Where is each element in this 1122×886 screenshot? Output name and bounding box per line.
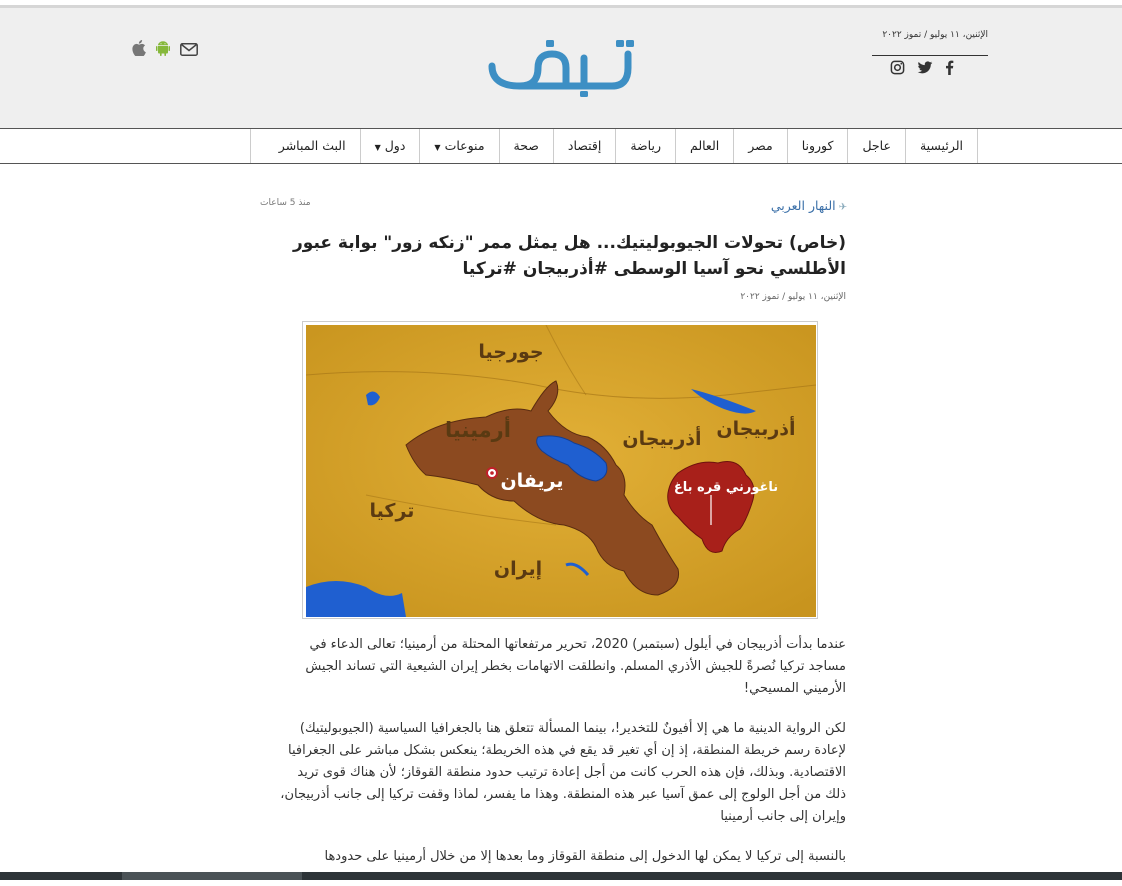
article-paragraph: لكن الرواية الدينية ما هي إلا أفيونٌ للتخدير!، بينما المسألة تتعلق هنا بالجغرافيا السياسية (الجيوبوليتيك) لإعادة رسم خريطة المنطقة، إذ إن أي تغير قد يقع في هذه الخريطة؛ ينعكس بشكل مباشر على الجغرافيا الاقتصادية. وبذلك، فإن هذه الحرب كانت من أجل إعادة ترتيب حدود منطقة القوقاز؛ لأن هناك قوى تريد ذلك من أجل الولوج إلى عمق آسيا عبر هذه المنطقة. وهذا ما يفسر، لماذا وقفت تركيا إلى جانب أذربيجان، وإيران إلى جانب أرمينيا bbox=[280, 721, 846, 824]
article-source[interactable]: ✈النهار العربي bbox=[770, 198, 847, 213]
map-label-azerbaijan-left: أذربيجان bbox=[622, 428, 702, 450]
nav-item-urgent[interactable]: عاجل bbox=[847, 129, 904, 163]
android-icon[interactable] bbox=[156, 40, 170, 60]
map-label-georgia: جورجيا bbox=[478, 341, 544, 363]
article-title[interactable]: (خاص) تحولات الجيوبوليتيك... هل يمثل ممر "زنكه زور" بوابة عبور الأطلسي نحو آسيا الوسطى #أذربيجان #تركيا bbox=[293, 233, 846, 279]
nav-item-misc[interactable]: منوعات▼ bbox=[419, 129, 498, 163]
map-label-yerevan: يريفان bbox=[500, 470, 564, 492]
nav-item-live[interactable]: البث المباشر bbox=[278, 138, 346, 153]
map-label-iran: إيران bbox=[493, 558, 543, 580]
map-label-azerbaijan-right: أذربيجان bbox=[716, 418, 796, 440]
article-time-ago: منذ 5 ساعات bbox=[260, 198, 311, 208]
nav-item-health[interactable]: صحة bbox=[499, 129, 553, 163]
email-icon[interactable] bbox=[180, 41, 198, 60]
bottom-bar bbox=[0, 872, 1122, 880]
article-body bbox=[274, 634, 846, 886]
nav-item-countries[interactable]: دول▼ bbox=[360, 129, 420, 163]
article-paragraph: عندما بدأت أذربيجان في أيلول (سبتمبر) 2020، تحرير مرتفعاتها المحتلة من أرمينيا؛ تعالى الدعاء في مساجد تركيا نُصرةً للجيش الأذري المسلم. وانطلقت الاتهامات بخطر إيران الشيعية التي تساند الجيش الأرميني المسيحي! bbox=[305, 637, 846, 696]
nav-item-economy[interactable]: إقتصاد bbox=[553, 129, 615, 163]
site-logo[interactable] bbox=[480, 28, 640, 98]
article-image bbox=[302, 321, 818, 619]
article-date: الإثنين، ١١ يوليو / تموز ٢٠٢٢ bbox=[740, 292, 846, 302]
caret-down-icon: ▼ bbox=[434, 143, 441, 152]
nav-item-egypt[interactable]: مصر bbox=[733, 129, 786, 163]
nav-item-corona[interactable]: كورونا bbox=[787, 129, 848, 163]
nav-item-sports[interactable]: رياضة bbox=[615, 129, 675, 163]
facebook-icon[interactable] bbox=[945, 60, 954, 79]
bottom-bar-segment bbox=[122, 872, 302, 880]
twitter-icon[interactable] bbox=[917, 60, 933, 79]
main-nav bbox=[0, 129, 1122, 164]
map-label-turkey: تركيا bbox=[369, 500, 415, 522]
map-label-armenia: أرمينيا bbox=[445, 418, 511, 442]
map-label-karabakh: ناغورني قره باغ bbox=[673, 480, 779, 495]
header-date: الإثنين، ١١ يوليو / تموز ٢٠٢٢ bbox=[882, 30, 988, 40]
nav-item-home[interactable]: الرئيسية bbox=[905, 129, 977, 163]
social-links bbox=[890, 60, 954, 79]
apple-icon[interactable] bbox=[132, 40, 146, 60]
nav-item-world[interactable]: العالم bbox=[675, 129, 733, 163]
header-date-rule bbox=[872, 55, 988, 56]
source-logo-icon: ✈ bbox=[838, 202, 847, 213]
app-links bbox=[132, 40, 198, 60]
article-paragraph: بالنسبة إلى تركيا لا يمكن لها الدخول إلى منطقة القوقاز وما بعدها إلا من خلال أرمينيا على حدودها bbox=[324, 849, 846, 864]
instagram-icon[interactable] bbox=[890, 60, 905, 79]
caret-down-icon: ▼ bbox=[374, 143, 381, 152]
nav-menu bbox=[250, 129, 978, 163]
